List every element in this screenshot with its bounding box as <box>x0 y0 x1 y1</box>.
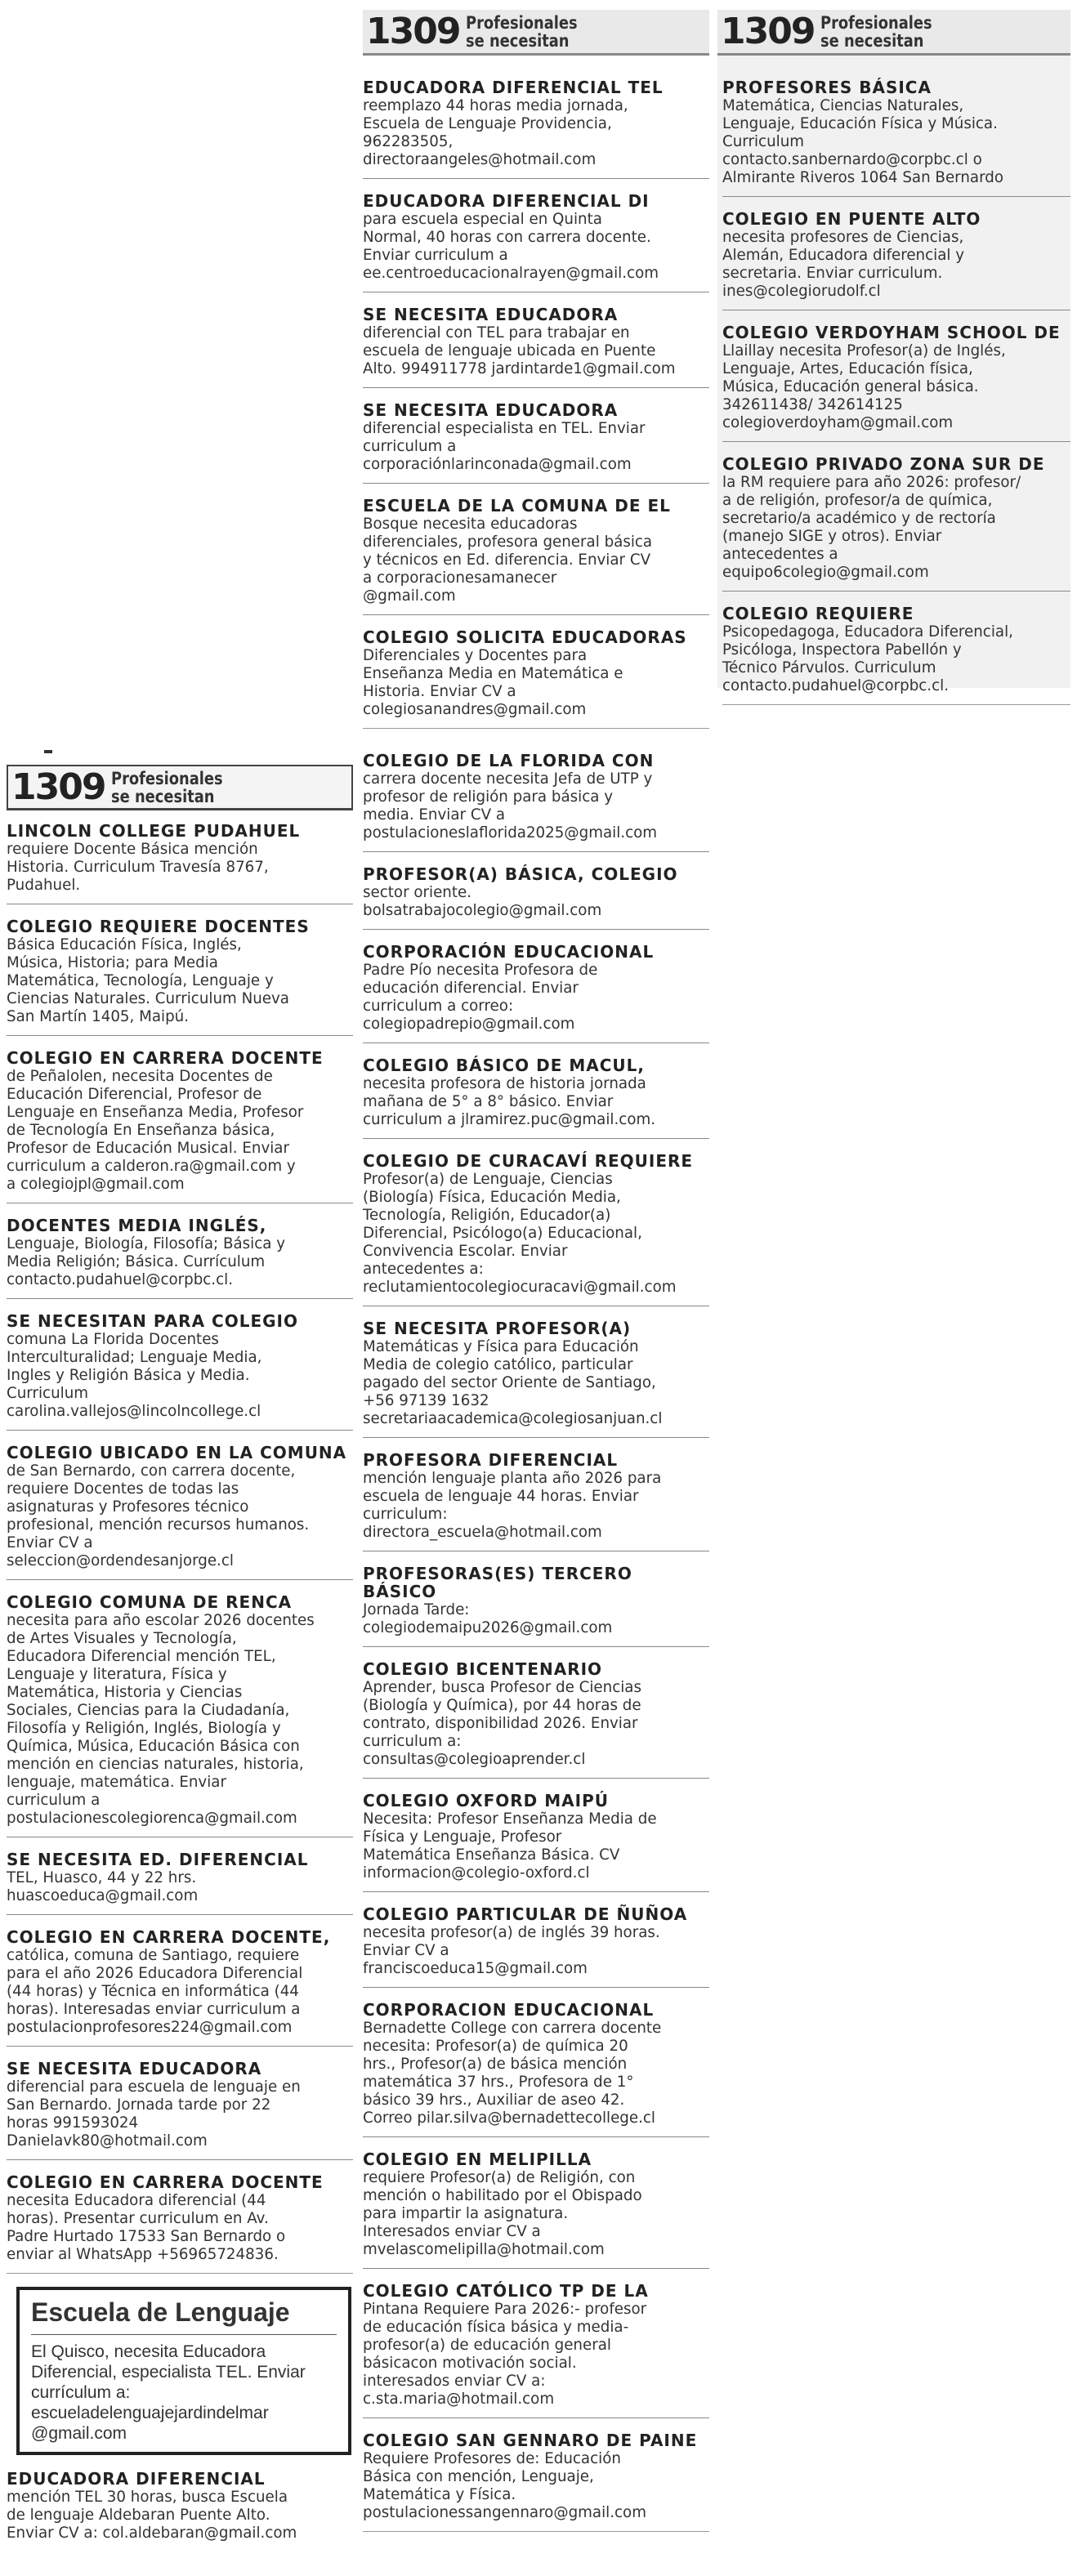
ad-title: COLEGIO BÁSICO DE MACUL, <box>363 1056 645 1075</box>
ad <box>363 1565 709 1647</box>
ad-title: LINCOLN COLLEGE PUDAHUEL <box>7 821 301 841</box>
ad <box>7 2173 353 2274</box>
ad <box>363 2001 709 2137</box>
ad-title: ESCUELA DE LA COMUNA DE EL <box>363 496 671 516</box>
ad <box>722 605 1070 705</box>
section-header <box>717 10 1070 56</box>
ad-title: COLEGIO EN PUENTE ALTO <box>722 209 981 229</box>
ad <box>363 752 709 852</box>
ad-body: Básica Educación Física, Inglés, Música, Historia; para Media Matemática, Tecnología, Lenguaje y Ciencias Naturales. Curriculum Nueva San Martín 1405, Maipú. <box>7 935 289 1025</box>
section-label: Profesionales se necesitan <box>820 12 933 51</box>
ad-title: PROFESORAS(ES) TERCERO BÁSICO <box>363 1564 632 1601</box>
ad-body: necesita profesora de historia jornada mañana de 5° a 8° básico. Enviar curriculum a jlramirez.puc@gmail.com. <box>363 1074 656 1128</box>
ad-body: Bosque necesita educadoras diferenciales, profesora general básica y técnicos en Ed. diferencia. Enviar CV a corporacionesamanecer @gmail.com <box>363 515 653 605</box>
ad <box>363 1152 709 1306</box>
section-header <box>363 10 709 56</box>
ad-body: Aprender, busca Profesor de Ciencias (Biología y Química), por 44 horas de contrato, disponibilidad 2026. Enviar curriculum a: consultas@colegioaprender.cl <box>363 1678 641 1768</box>
ad <box>363 2150 709 2269</box>
ad-body: Llaillay necesita Profesor(a) de Inglés, Lenguaje, Artes, Educación física, Música, Educación general básica. 342611438/ 342614125 colegioverdoyham@gmail.com <box>722 342 1006 431</box>
section-header <box>7 765 353 810</box>
ad-body: diferencial con TEL para trabajar en escuela de lenguaje ubicada en Puente Alto. 994911778 jardintarde1@gmail.com <box>363 324 676 377</box>
ad-title: SE NECESITA EDUCADORA <box>7 2059 262 2078</box>
ad-title: PROFESOR(A) BÁSICA, COLEGIO <box>363 864 678 884</box>
ad <box>7 1444 353 1580</box>
ad-title: COLEGIO DE CURACAVÍ REQUIERE <box>363 1151 694 1171</box>
section-label: Profesionales se necesitan <box>466 12 579 51</box>
ad-title: COLEGIO UBICADO EN LA COMUNA <box>7 1443 347 1462</box>
ad-body: Pintana Requiere Para 2026:- profesor de educación física básica y media- profesor(a) de educación general básicacon motivación social. interesados enviar CV a: c.sta.maria@hotmail.com <box>363 2300 647 2408</box>
ad <box>7 1217 353 1299</box>
ad-title: SE NECESITA EDUCADORA <box>363 305 619 324</box>
ad <box>363 306 709 388</box>
section-number: 1309 <box>721 10 815 52</box>
ad-body: la RM requiere para año 2026: profesor/ a de religión, profesor/a de química, secretario/a académico y de rectoría (manejo SIGE y otros). Enviar antecedentes a equipo6colegio@gmail.com <box>722 473 1021 581</box>
ad-body: reemplazo 44 horas media jornada, Escuela de Lenguaje Providencia, 962283505, directoraangeles@hotmail.com <box>363 96 628 168</box>
ad-list <box>363 56 709 729</box>
ad-title: PROFESORA DIFERENCIAL <box>363 1450 619 1470</box>
ad <box>7 822 353 904</box>
boxed-ad-title: Escuela de Lenguaje <box>31 2297 337 2335</box>
ad-title: SE NECESITA EDUCADORA <box>363 400 619 420</box>
ad-title: COLEGIO COMUNA DE RENCA <box>7 1592 293 1612</box>
ad-body: de San Bernardo, con carrera docente, requiere Docentes de todas las asignaturas y Profesores técnico profesional, mención recursos humanos. Enviar CV a seleccion@ordendesanjorge.cl <box>7 1462 310 1569</box>
ad <box>7 1593 353 1837</box>
ad-title: COLEGIO REQUIERE <box>722 604 914 623</box>
ad-title: PROFESORES BÁSICA <box>722 78 932 97</box>
ad-title: CORPORACION EDUCACIONAL <box>363 2000 655 2020</box>
ad <box>363 628 709 729</box>
boxed-ad <box>16 2287 351 2455</box>
ad-body: Bernadette College con carrera docente necesita: Profesor(a) de química 20 hrs., Profesor(a) de básica mención matemática 37 hrs., Profesora de 1° básico 39 hrs., Auxiliar de aseo 42. Correo pilar.silva@bernadettecollege.cl <box>363 2019 662 2127</box>
mid-column-top <box>363 10 709 742</box>
ad-title: COLEGIO SOLICITA EDUCADORAS <box>363 627 687 647</box>
ad-body: necesita para año escolar 2026 docentes de Artes Visuales y Tecnología, Educadora Diferencial mención TEL, Lenguaje y literatura, Física y Matemática, Historia y Ciencias Sociales, Ciencias para la Ciudadanía, Filosofía y Religión, Inglés, Biología y Química, Música, Educación Básica con mención en ciencias naturales, historia, lenguaje, matemática. Enviar curriculum a postulacionescolegiorenca@gmail.com <box>7 1611 315 1827</box>
ad-body: Padre Pío necesita Profesora de educación diferencial. Enviar curriculum a correo: colegiopadrepio@gmail.com <box>363 961 598 1033</box>
ad-title: SE NECESITA ED. DIFERENCIAL <box>7 1850 309 1869</box>
left-column <box>7 765 353 2565</box>
ad <box>7 2060 353 2160</box>
ad-body: Diferenciales y Docentes para Enseñanza Media en Matemática e Historia. Enviar CV a colegiosanandres@gmail.com <box>363 646 623 718</box>
section-number: 1309 <box>366 10 460 52</box>
ad-list <box>717 56 1070 705</box>
ad <box>722 210 1070 310</box>
ad-body: TEL, Huasco, 44 y 22 hrs. huascoeduca@gmail.com <box>7 1868 199 1904</box>
ad-body: carrera docente necesita Jefa de UTP y profesor de religión para básica y media. Enviar CV a postulacioneslaflorida2025@gmail.com <box>363 770 658 842</box>
ad-title: EDUCADORA DIFERENCIAL TEL <box>363 78 664 97</box>
ad-body: Psicopedagoga, Educadora Diferencial, Psicóloga, Inspectora Pabellón y Técnico Párvulos. Curriculum contacto.pudahuel@corpbc.cl. <box>722 623 1013 694</box>
ad <box>363 1056 709 1139</box>
ad <box>363 1792 709 1892</box>
ad <box>363 1660 709 1779</box>
ad-body: Jornada Tarde: colegiodemaipu2026@gmail.com <box>363 1601 613 1636</box>
ad <box>7 1312 353 1431</box>
ad-title: EDUCADORA DIFERENCIAL <box>7 2469 266 2489</box>
ad <box>7 1049 353 1203</box>
ad <box>363 401 709 484</box>
ad-body: mención lenguaje planta año 2026 para escuela de lenguaje 44 horas. Enviar curriculum: directora_escuela@hotmail.com <box>363 1469 662 1541</box>
ad-title: SE NECESITA PROFESOR(A) <box>363 1319 632 1338</box>
ad-title: DOCENTES MEDIA INGLÉS, <box>7 1216 267 1235</box>
ad-list <box>7 810 353 2274</box>
ad-title: COLEGIO CATÓLICO TP DE LA <box>363 2281 649 2301</box>
ad <box>363 943 709 1043</box>
ad-title: COLEGIO PARTICULAR DE ÑUÑOA <box>363 1904 688 1924</box>
ad-body: Necesita: Profesor Enseñanza Media de Física y Lenguaje, Profesor Matemática Enseñanza Básica. CV informacion@colegio-oxford.cl <box>363 1810 657 1882</box>
ad-body: católica, comuna de Santiago, requiere para el año 2026 Educadora Diferencial (44 horas) y Técnica en informática (44 horas). Interesadas enviar curriculum a postulacionprofesores224@gmail.com <box>7 1946 303 2036</box>
ad-body: necesita profesores de Ciencias, Alemán, Educadora diferencial y secretaria. Enviar curriculum. ines@colegiorudolf.cl <box>722 228 965 300</box>
ad <box>722 78 1070 197</box>
ad <box>722 455 1070 592</box>
ad <box>363 78 709 179</box>
ad-body: diferencial especialista en TEL. Enviar curriculum a corporaciónlarinconada@gmail.com <box>363 419 646 473</box>
ad-title: COLEGIO VERDOYHAM SCHOOL DE <box>722 323 1061 342</box>
ad-title: COLEGIO EN CARRERA DOCENTE <box>7 1048 324 1068</box>
ad-title: COLEGIO EN MELIPILLA <box>363 2150 592 2169</box>
ad-title: COLEGIO EN CARRERA DOCENTE <box>7 2172 324 2192</box>
ad-title: EDUCADORA DIFERENCIAL DI <box>363 191 650 211</box>
ad-title: SE NECESITAN PARA COLEGIO <box>7 1311 298 1331</box>
ad-title: COLEGIO EN CARRERA DOCENTE, <box>7 1927 331 1947</box>
ad-title: COLEGIO REQUIERE DOCENTES <box>7 917 310 936</box>
ad-body: necesita profesor(a) de inglés 39 horas. Enviar CV a franciscoeduca15@gmail.com <box>363 1923 660 1977</box>
ad <box>363 1451 709 1551</box>
ad <box>7 1851 353 1915</box>
ad-body: Matemáticas y Física para Educación Media de colegio católico, particular pagado del sector Oriente de Santiago, +56 97139 1632 secretariaacademica@colegiosanjuan.cl <box>363 1337 663 1427</box>
ad <box>7 2470 353 2551</box>
ad-body: requiere Profesor(a) de Religión, con mención o habilitado por el Obispado para impartir la asignatura. Interesados enviar CV a mvelascomelipilla@hotmail.com <box>363 2168 642 2258</box>
ad-body: necesita Educadora diferencial (44 horas). Presentar curriculum en Av. Padre Hurtado 17533 San Bernardo o enviar al WhatsApp +56965724836. <box>7 2191 286 2263</box>
ad <box>363 865 709 930</box>
ad <box>363 2282 709 2418</box>
ad-body: sector oriente. bolsatrabajocolegio@gmail.com <box>363 883 602 919</box>
ad-body: requiere Docente Básica mención Historia. Curriculum Travesía 8767, Pudahuel. <box>7 840 269 894</box>
right-column <box>717 10 1070 694</box>
mid-column-bottom <box>363 752 709 2545</box>
separator-mark <box>44 750 52 753</box>
ad-list <box>363 752 709 2532</box>
ad-body: Requiere Profesores de: Educación Básica con mención, Lenguaje, Matemática y Física. postulacionessangennaro@gmail.com <box>363 2449 646 2521</box>
ad <box>363 497 709 615</box>
ad <box>7 1928 353 2047</box>
ad-title: COLEGIO OXFORD MAIPÚ <box>363 1791 609 1810</box>
ad-body: para escuela especial en Quinta Normal, 40 horas con carrera docente. Enviar curriculum a ee.centroeducacionalrayen@gmail.com <box>363 210 659 282</box>
ad-body: diferencial para escuela de lenguaje en San Bernardo. Jornada tarde por 22 horas 991593024 Danielavk80@hotmail.com <box>7 2078 301 2150</box>
ad <box>363 192 709 292</box>
ad-title: COLEGIO SAN GENNARO DE PAINE <box>363 2431 698 2450</box>
ad-body: de Peñalolen, necesita Docentes de Educación Diferencial, Profesor de Lenguaje en Enseñanza Media, Profesor de Tecnología En Enseñanza básica, Profesor de Educación Musical. Enviar curriculum a calderon.ra@gmail.com y a colegiojpl@gmail.com <box>7 1067 304 1193</box>
boxed-ad-body: El Quisco, necesita Educadora Diferencial, especialista TEL. Enviar currículum a: escueladelenguajejardindelmar @gmail.com <box>31 2342 306 2443</box>
ad <box>363 1319 709 1438</box>
section-label: Profesionales se necesitan <box>111 768 224 806</box>
ad-title: COLEGIO PRIVADO ZONA SUR DE <box>722 454 1045 474</box>
ad-body: Lenguaje, Biología, Filosofía; Básica y Media Religión; Básica. Currículum contacto.pudahuel@corpbc.cl. <box>7 1234 286 1288</box>
ad-body: mención TEL 30 horas, busca Escuela de lenguaje Aldebaran Puente Alto. Enviar CV a: col.aldebaran@gmail.com <box>7 2488 297 2542</box>
ad-title: COLEGIO DE LA FLORIDA CON <box>363 751 655 770</box>
ad-body: Profesor(a) de Lenguaje, Ciencias (Biología) Física, Educación Media, Tecnología, Religión, Educador(a) Diferencial, Psicólogo(a) Educacional, Convivencia Escolar. Enviar antecedentes a: reclutamientocolegiocuracavi@gmail.com <box>363 1170 677 1296</box>
ad-body: comuna La Florida Docentes Interculturalidad; Lenguaje Media, Ingles y Religión Básica y Media. Curriculum carolina.vallejos@lincolncollege.cl <box>7 1330 262 1420</box>
ad-title: CORPORACIÓN EDUCACIONAL <box>363 942 655 962</box>
ad <box>363 1905 709 1988</box>
ad <box>722 324 1070 442</box>
section-number: 1309 <box>11 766 105 808</box>
ad-body: Matemática, Ciencias Naturales, Lenguaje, Educación Física y Música. Curriculum contacto.sanbernardo@corpbc.cl o Almirante Riveros 1064 San Bernardo <box>722 96 1004 186</box>
ad <box>363 2431 709 2532</box>
ad-title: COLEGIO BICENTENARIO <box>363 1659 603 1679</box>
ad <box>7 917 353 1036</box>
